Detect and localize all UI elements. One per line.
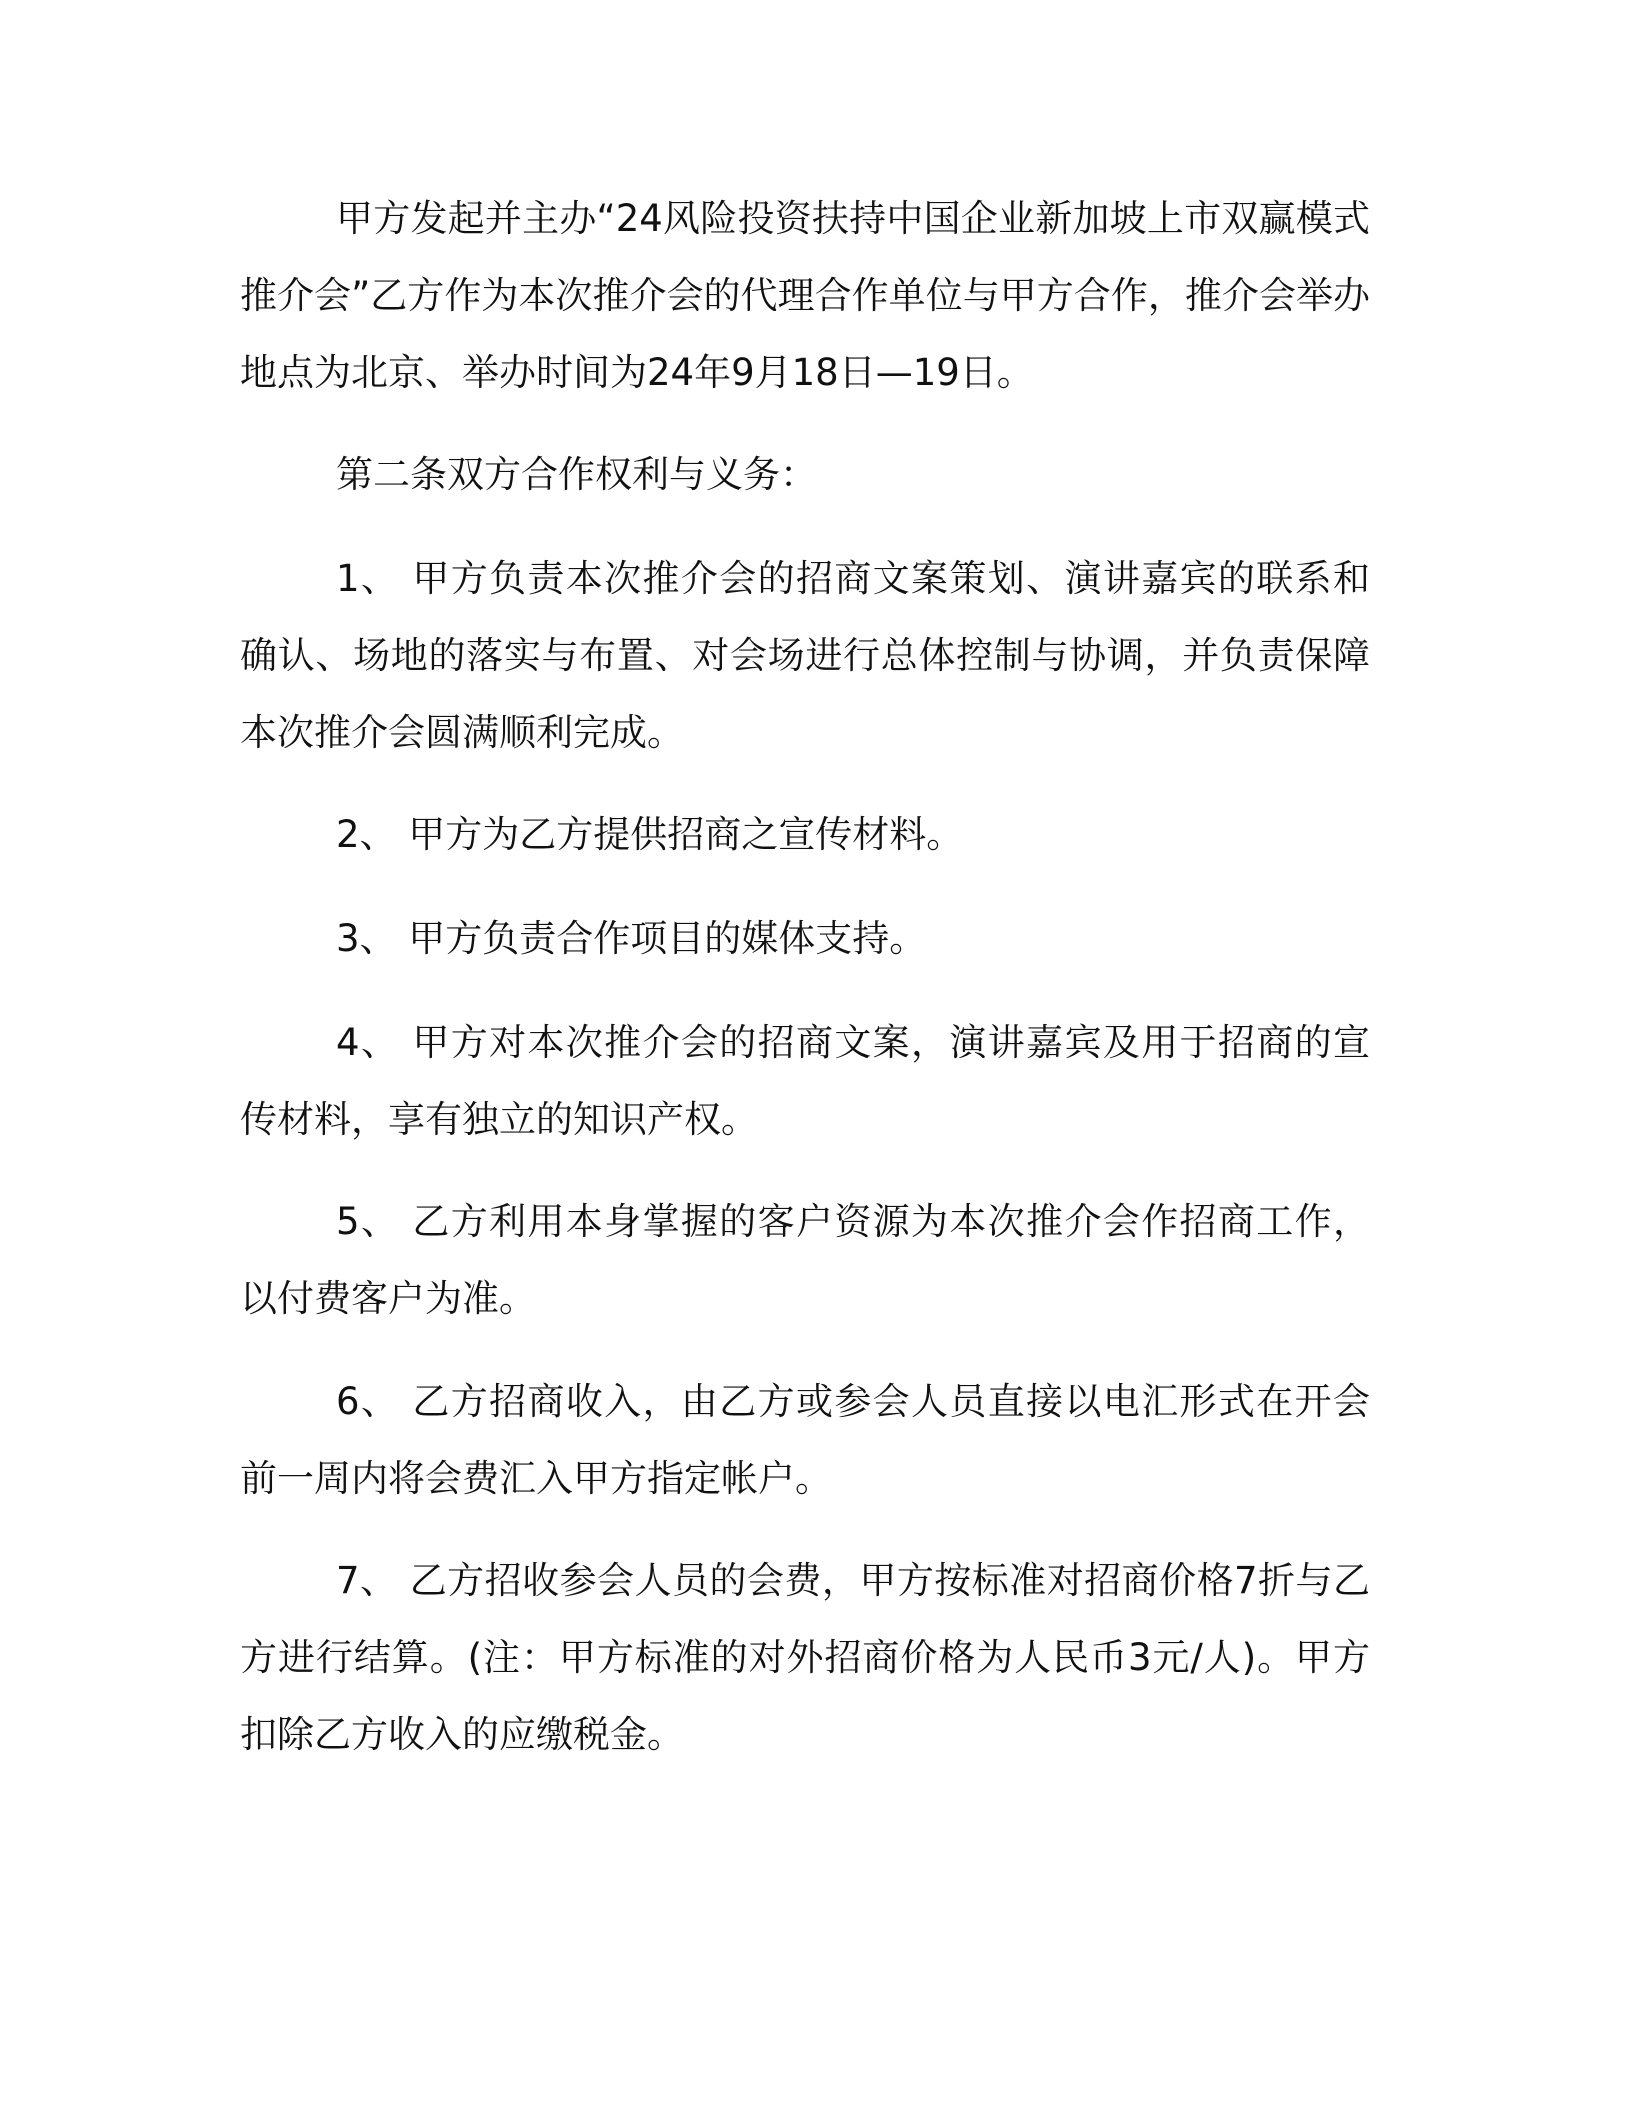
paragraph-item-3: 3、 甲方负责合作项目的媒体支持。: [336, 917, 927, 960]
paragraph-item-6: 6、 乙方招商收入，由乙方或参会人员直接以电汇形式在开会前一周内将会费汇入甲方指定帐户。: [240, 1380, 1370, 1500]
paragraph-item-1: 1、 甲方负责本次推介会的招商文案策划、演讲嘉宾的联系和确认、场地的落实与布置、对会场进行总体控制与协调，并负责保障本次推介会圆满顺利完成。: [240, 557, 1370, 754]
paragraph-item-4: 4、 甲方对本次推介会的招商文案，演讲嘉宾及用于招商的宣传材料，享有独立的知识产权。: [240, 1021, 1370, 1141]
paragraph-intro: 甲方发起并主办“24风险投资扶持中国企业新加坡上市双赢模式推介会”乙方作为本次推介会的代理合作单位与甲方合作，推介会举办地点为北京、举办时间为24年9月18日—19日。: [240, 197, 1370, 394]
paragraph-item-2: 2、 甲方为乙方提供招商之宣传材料。: [336, 813, 964, 856]
paragraph-item-5: 5、 乙方利用本身掌握的客户资源为本次推介会作招商工作，以付费客户为准。: [240, 1200, 1370, 1320]
paragraph-item-7: 7、 乙方招收参会人员的会费，甲方按标准对招商价格7折与乙方进行结算。(注：甲方标准的对外招商价格为人民币3元/人)。甲方扣除乙方收入的应缴税金。: [240, 1559, 1370, 1756]
paragraph-article-two-heading: 第二条双方合作权利与义务：: [336, 453, 817, 496]
